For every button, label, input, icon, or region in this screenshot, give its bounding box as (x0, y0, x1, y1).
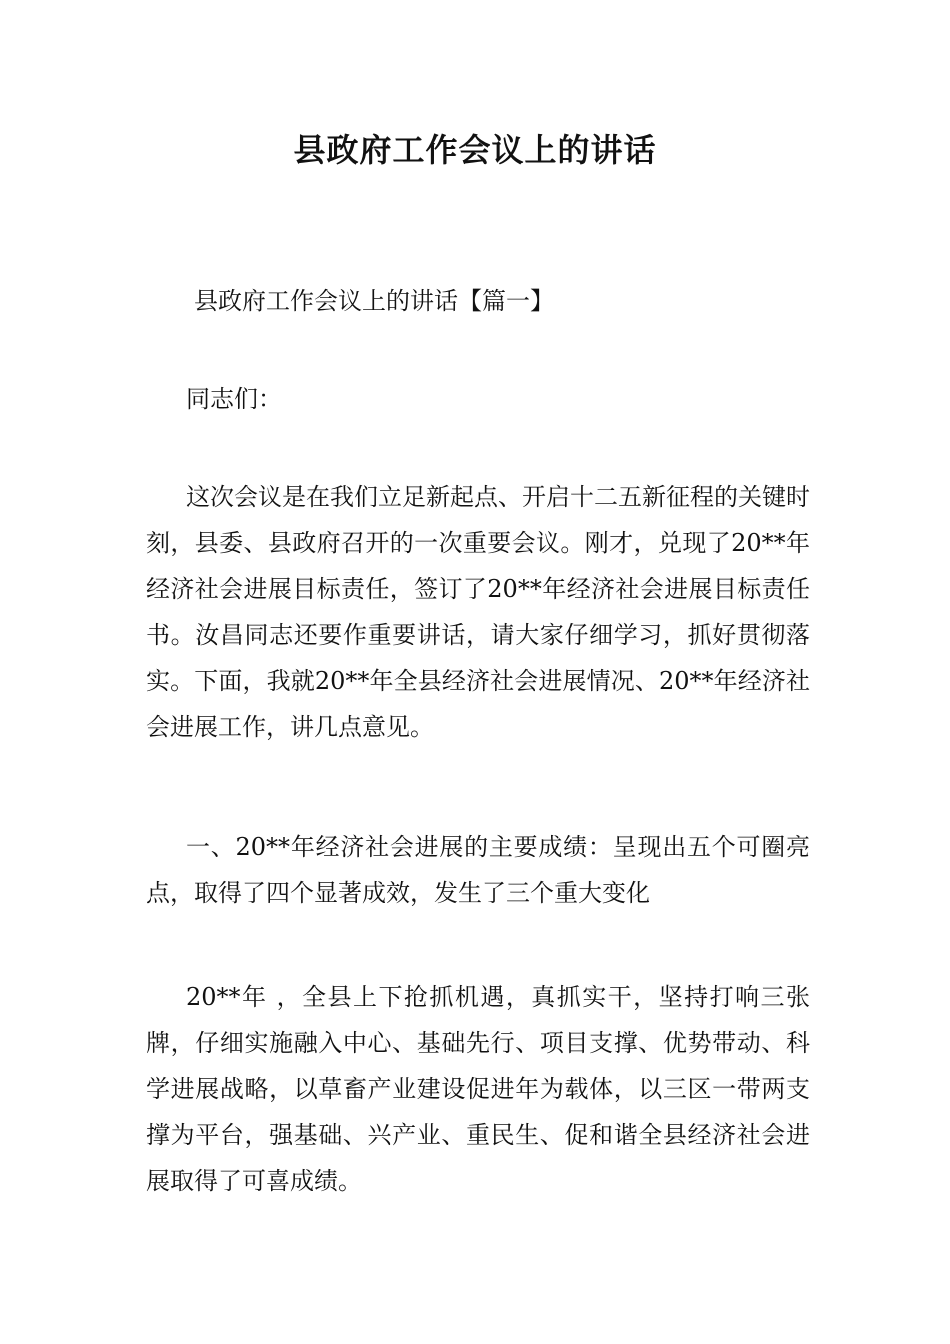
greeting: 同志们： (186, 385, 282, 413)
paragraph: 这次会议是在我们立足新起点、开启十二五新征程的关键时刻，县委、县政府召开的一次重要会议。刚才，兑现了20**年经济社会进展目标责任，签订了20**年经济社会进展目标责任书。汝昌同志还要作重要讲话，请大家仔细学习，抓好贯彻落实。下面，我就20**年全县经济社会进展情况、20**年经济社会进展工作，讲几点意见。 (146, 483, 810, 741)
section-heading: 一、20**年经济社会进展的主要成绩：呈现出五个可圈亮点，取得了四个显著成效，发生了三个重大变化 (146, 833, 810, 907)
document-subtitle: 县政府工作会议上的讲话【篇一】 (194, 287, 554, 315)
paragraph: 20**年 ，全县上下抢抓机遇，真抓实干，坚持打响三张牌，仔细实施融入中心、基础先行、项目支撑、优势带动、科学进展战略，以草畜产业建设促进年为载体，以三区一带两支撑为平台，强基础、兴产业、重民生、促和谐全县经济社会进展取得了可喜成绩。 (146, 983, 810, 1195)
document-title: 县政府工作会议上的讲话 (293, 131, 657, 169)
